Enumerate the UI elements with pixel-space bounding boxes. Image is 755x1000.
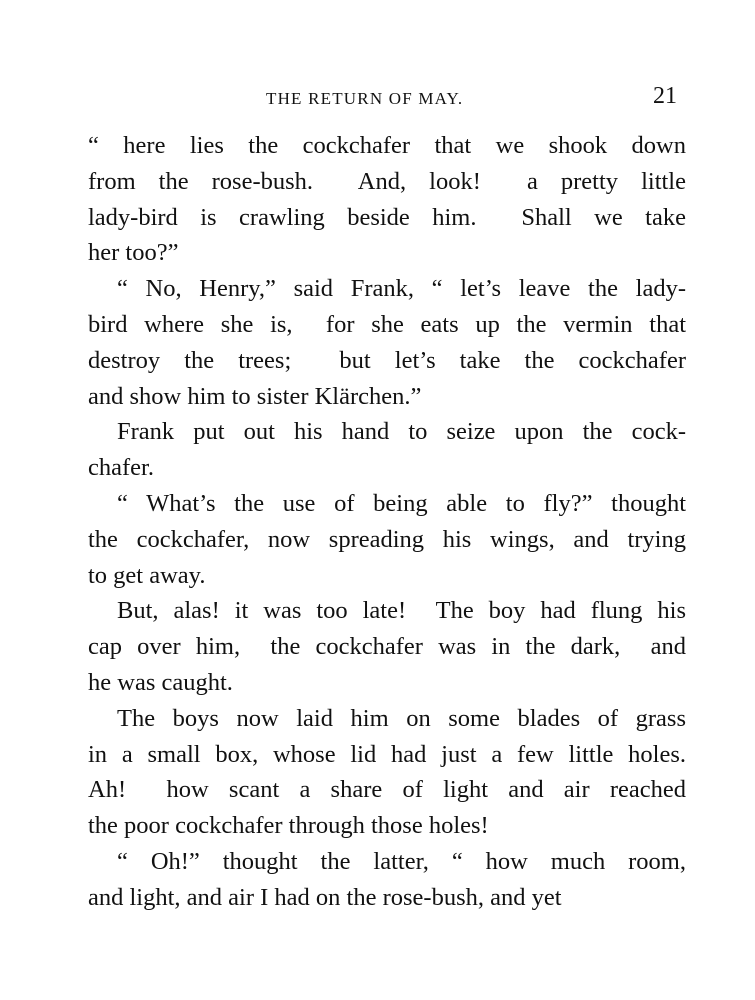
text-line: and light, and air I had on the rose-bush, and yet <box>88 883 562 911</box>
text-line: from the rose-bush. And, look! a pretty little <box>88 167 686 195</box>
text-line: cap over him, the cockchafer was in the dark, and <box>88 633 686 661</box>
text-line: the cockchafer, now spreading his wings, and trying <box>88 525 686 553</box>
text-line: The boys now laid him on some blades of grass <box>117 704 686 732</box>
text-line: in a small box, whose lid had just a few little holes. <box>88 740 686 768</box>
text-line: “ No, Henry,” said Frank, “ let’s leave the lady- <box>117 275 686 303</box>
text-line: bird where she is, for she eats up the vermin that <box>88 310 686 338</box>
running-title: THE RETURN OF MAY. <box>266 89 464 108</box>
text-line: destroy the trees; but let’s take the cockchafer <box>88 346 686 374</box>
text-line: her too?” <box>88 239 179 267</box>
page-number: 21 <box>653 83 677 109</box>
body-text <box>88 128 686 916</box>
text-line: But, alas! it was too late! The boy had flung his <box>117 597 686 625</box>
text-line: chafer. <box>88 454 154 482</box>
text-line: “ Oh!” thought the latter, “ how much room, <box>117 847 686 875</box>
text-line: the poor cockchafer through those holes! <box>88 812 489 840</box>
text-line: “ What’s the use of being able to fly?” thought <box>117 489 686 517</box>
text-line: to get away. <box>88 561 206 589</box>
text-line: and show him to sister Klärchen.” <box>88 382 422 410</box>
text-line: lady-bird is crawling beside him. Shall we take <box>88 203 686 231</box>
text-line: Frank put out his hand to seize upon the cock- <box>117 418 686 446</box>
text-line: he was caught. <box>88 668 233 696</box>
text-line: Ah! how scant a share of light and air reached <box>88 776 686 804</box>
text-line: “ here lies the cockchafer that we shook down <box>88 132 686 159</box>
